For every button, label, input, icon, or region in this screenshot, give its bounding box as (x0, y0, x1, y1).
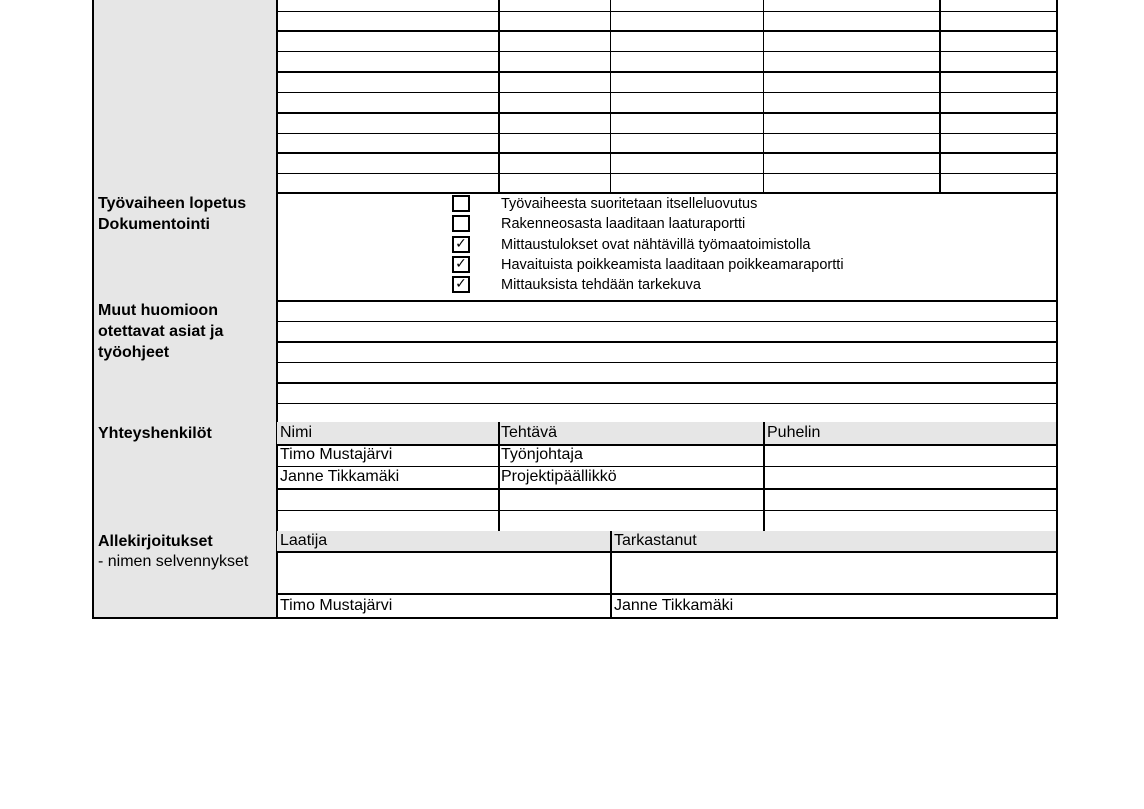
checkbox[interactable] (452, 215, 470, 232)
checkbox[interactable]: ✓ (452, 256, 470, 273)
muut-label-cell (92, 300, 278, 424)
note-line (277, 403, 1056, 404)
top-grid (277, 0, 1058, 194)
checkbox[interactable]: ✓ (452, 276, 470, 293)
checkbox[interactable]: ✓ (452, 236, 470, 253)
checkbox[interactable] (452, 195, 470, 212)
notes-grid (277, 300, 1058, 424)
contacts-header-name: Nimi (280, 424, 312, 441)
signature-header-author: Laatija (280, 532, 328, 549)
muut-title: Muut huomioon otettavat asiat ja työohjeet (98, 302, 224, 361)
yhteys-title: Yhteyshenkilöt (98, 425, 212, 442)
allekirjoitukset-title: Allekirjoitukset (98, 533, 213, 550)
allekirjoitukset-label-cell (92, 531, 278, 619)
note-line (277, 321, 1056, 322)
checkbox-label: Mittaustulokset ovat nähtävillä työmaatoimistolla (501, 237, 811, 253)
checkbox-label: Mittauksista tehdään tarkekuva (501, 277, 701, 293)
contacts-table (277, 422, 1058, 533)
signature-header-reviewer: Tarkastanut (614, 532, 697, 549)
contact-name: Janne Tikkamäki (280, 468, 400, 485)
note-line (277, 362, 1056, 363)
contacts-header-row (277, 422, 1056, 444)
signature-name-author: Timo Mustajärvi (280, 597, 393, 614)
note-line (277, 382, 1056, 384)
checkbox-label: Rakenneosasta laaditaan laaturaportti (501, 216, 746, 232)
signature-name-reviewer: Janne Tikkamäki (614, 597, 734, 614)
note-line (277, 341, 1056, 343)
lopetus-label-cell (92, 192, 278, 302)
contact-role: Projektipäällikkö (501, 468, 617, 485)
yhteys-label-cell (92, 422, 278, 533)
checkbox-label: Työvaiheesta suoritetaan itselleluovutus (501, 196, 758, 212)
side-label-cell-top (92, 0, 278, 194)
contacts-header-phone: Puhelin (767, 424, 821, 441)
checkbox-label: Havaituista poikkeamista laaditaan poikkeamaraportti (501, 257, 844, 273)
contacts-header-role: Tehtävä (501, 424, 558, 441)
allekirjoitukset-subtitle: - nimen selvennykset (98, 553, 249, 570)
lopetus-title: Työvaiheen lopetus Dokumentointi (98, 195, 247, 233)
signatures-table (277, 531, 1058, 619)
contact-name: Timo Mustajärvi (280, 446, 393, 463)
contact-role: Työnjohtaja (501, 446, 583, 463)
